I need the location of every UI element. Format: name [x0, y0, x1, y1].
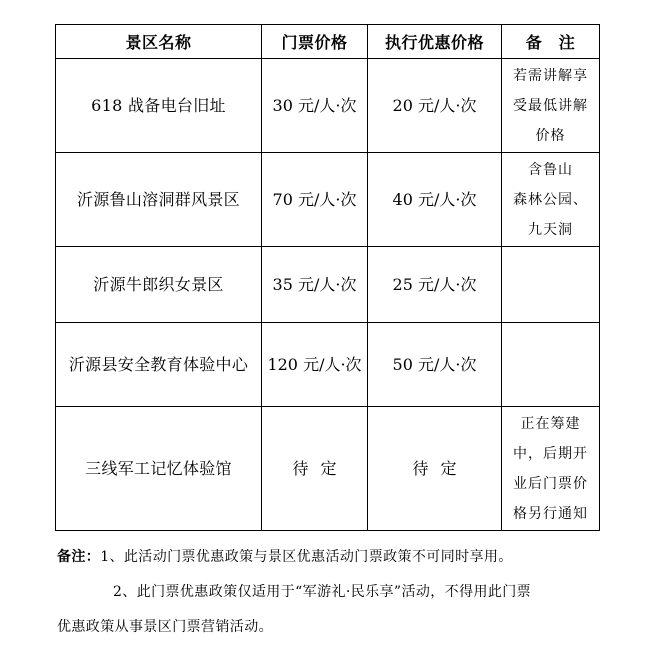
table-row [56, 407, 600, 531]
discount-price-cell: 25 元/人·次 [368, 247, 502, 323]
scenic-name-cell: 沂源县安全教育体验中心 [56, 323, 262, 407]
remark-line-1 [57, 540, 617, 575]
note-line: 价格 [535, 127, 566, 144]
discount-price-cell: 40 元/人·次 [368, 153, 502, 247]
ticket-price-cell: 35 元/人·次 [262, 247, 368, 323]
remark-text-1: 1、此活动门票优惠政策与景区优惠活动门票政策不可同时享用。 [100, 549, 513, 565]
ticket-price-cell: 待定 [262, 407, 368, 531]
remarks-label: 备注： [57, 549, 101, 565]
ticket-price-cell: 70 元/人·次 [262, 153, 368, 247]
discount-price-cell: 50 元/人·次 [368, 323, 502, 407]
note-cell [502, 323, 600, 407]
note-line: 受最低讲解 [513, 97, 588, 114]
scenic-name-cell: 618 战备电台旧址 [56, 59, 262, 153]
header-note: 备 注 [502, 25, 600, 59]
ticket-price-cell: 30 元/人·次 [262, 59, 368, 153]
scenic-name-cell: 沂源牛郎织女景区 [56, 247, 262, 323]
discount-price-cell: 待定 [368, 407, 502, 531]
remarks-section [57, 540, 617, 645]
table-row [56, 323, 600, 407]
ticket-price-table [55, 24, 600, 531]
table-row [56, 247, 600, 323]
table-header-row [56, 25, 600, 59]
scenic-name-cell: 沂源鲁山溶洞群风景区 [56, 153, 262, 247]
note-line: 含鲁山 [528, 161, 573, 178]
note-line: 格另行通知 [513, 505, 588, 522]
discount-price-cell: 20 元/人·次 [368, 59, 502, 153]
note-line: 森林公园、 [513, 191, 588, 208]
note-line: 业后门票价 [513, 475, 588, 492]
table-row [56, 153, 600, 247]
note-line: 九天洞 [528, 221, 573, 238]
note-cell [502, 247, 600, 323]
note-line: 若需讲解享 [513, 67, 588, 84]
ticket-price-cell: 120 元/人·次 [262, 323, 368, 407]
note-line: 中，后期开 [513, 445, 588, 462]
scenic-name-cell: 三线军工记忆体验馆 [56, 407, 262, 531]
note-cell [502, 59, 600, 153]
remark-line-3: 优惠政策从事景区门票营销活动。 [57, 619, 273, 635]
remark-line-2: 2、此门票优惠政策仅适用于“军游礼·民乐享”活动，不得用此门票 [113, 584, 532, 600]
table-row [56, 59, 600, 153]
note-cell [502, 153, 600, 247]
header-ticket-price: 门票价格 [262, 25, 368, 59]
note-line: 正在筹建 [520, 415, 581, 432]
header-discount-price: 执行优惠价格 [368, 25, 502, 59]
note-cell [502, 407, 600, 531]
header-scenic-name: 景区名称 [56, 25, 262, 59]
